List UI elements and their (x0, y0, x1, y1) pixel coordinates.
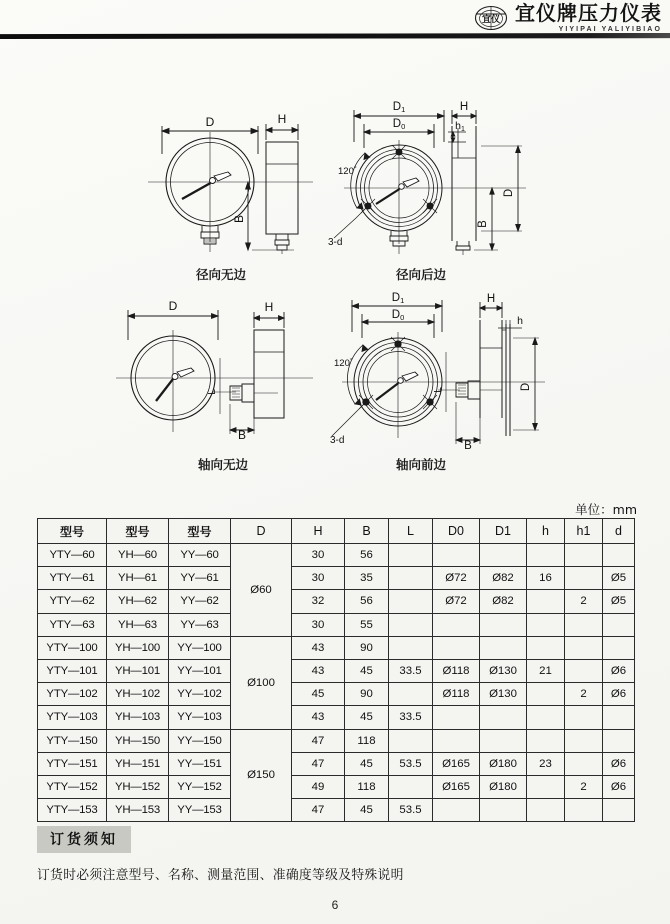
drawing-radial-back-flange (326, 96, 536, 256)
cell-L (389, 775, 433, 798)
table-row (38, 590, 635, 613)
dim-label-B: B (464, 440, 472, 450)
cell-B: 90 (345, 683, 389, 706)
cell-D1 (480, 613, 527, 636)
cell-L: 33.5 (389, 659, 433, 682)
drawing-axial-plain (108, 296, 313, 446)
table-row (38, 752, 635, 775)
table-row (38, 729, 635, 752)
unit-label: 单位：mm (575, 502, 637, 517)
cell-B: 56 (345, 590, 389, 613)
cell-model-3: YY—102 (169, 683, 231, 706)
dim-label-D1: D1 (391, 292, 405, 305)
dim-label-D1: D1 (392, 101, 406, 114)
dim-label-L: L (207, 389, 218, 395)
cell-model-3: YY—152 (169, 775, 231, 798)
cell-model-1: YTY—100 (38, 636, 107, 659)
cell-d (603, 544, 635, 567)
page-header (0, 0, 670, 44)
col-header-D0: D0 (433, 519, 480, 544)
cell-B: 90 (345, 636, 389, 659)
caption-radial-plain: 径向无边 (196, 267, 247, 282)
cell-L: 53.5 (389, 752, 433, 775)
cell-model-2: YH—102 (107, 683, 169, 706)
cell-D0 (433, 613, 480, 636)
cell-d (603, 799, 635, 822)
cell-h (527, 683, 565, 706)
cell-D1: Ø180 (480, 752, 527, 775)
cell-B: 56 (345, 544, 389, 567)
cell-B: 118 (345, 729, 389, 752)
cell-h (527, 729, 565, 752)
cell-model-2: YH—152 (107, 775, 169, 798)
cell-D0: Ø165 (433, 752, 480, 775)
cell-h (527, 590, 565, 613)
order-notice-title-text: 订货须知 (50, 832, 118, 848)
table-row (38, 775, 635, 798)
dim-label-H: H (277, 112, 287, 126)
cell-L (389, 636, 433, 659)
cell-model-2: YH—101 (107, 659, 169, 682)
dim-label-H: H (264, 300, 274, 314)
dim-label-D: D (168, 299, 178, 313)
cell-model-3: YY—63 (169, 613, 231, 636)
cell-model-3: YY—150 (169, 729, 231, 752)
cell-D0 (433, 706, 480, 729)
cell-model-1: YTY—150 (38, 729, 107, 752)
cell-L (389, 613, 433, 636)
cell-model-2: YH—100 (107, 636, 169, 659)
cell-model-2: YH—62 (107, 590, 169, 613)
spec-table-wrapper (37, 518, 634, 822)
table-row (38, 613, 635, 636)
cell-model-1: YTY—151 (38, 752, 107, 775)
company-logo-icon (474, 5, 508, 31)
dim-label-D0: D0 (392, 118, 406, 131)
dim-label-D: D (205, 115, 215, 129)
cell-B: 45 (345, 659, 389, 682)
cell-h1: 2 (565, 683, 603, 706)
cell-diameter: Ø100 (231, 636, 292, 729)
cell-D1: Ø82 (480, 590, 527, 613)
cell-model-3: YY—101 (169, 659, 231, 682)
cell-H: 30 (292, 567, 345, 590)
cell-H: 47 (292, 729, 345, 752)
cell-H: 43 (292, 706, 345, 729)
cell-model-2: YH—63 (107, 613, 169, 636)
cell-h1 (565, 752, 603, 775)
cell-diameter: Ø60 (231, 544, 292, 637)
dim-label-D0: D0 (391, 309, 405, 322)
cell-L (389, 567, 433, 590)
cell-B: 45 (345, 799, 389, 822)
cell-h1 (565, 636, 603, 659)
col-header-d: d (603, 519, 635, 544)
cell-h: 23 (527, 752, 565, 775)
col-header-h1: h1 (565, 519, 603, 544)
cell-model-1: YTY—153 (38, 799, 107, 822)
cell-diameter: Ø150 (231, 729, 292, 822)
cell-model-3: YY—60 (169, 544, 231, 567)
cell-model-3: YY—151 (169, 752, 231, 775)
cell-L: 33.5 (389, 706, 433, 729)
cell-H: 47 (292, 799, 345, 822)
col-header-B: B (345, 519, 389, 544)
col-header-model-2: 型号 (107, 519, 169, 544)
cell-h: 16 (527, 567, 565, 590)
table-row (38, 659, 635, 682)
cell-H: 30 (292, 613, 345, 636)
cell-h1: 2 (565, 590, 603, 613)
table-row (38, 683, 635, 706)
cell-model-1: YTY—152 (38, 775, 107, 798)
cell-model-1: YTY—62 (38, 590, 107, 613)
cell-model-1: YTY—63 (38, 613, 107, 636)
cell-H: 32 (292, 590, 345, 613)
cell-model-3: YY—61 (169, 567, 231, 590)
table-row (38, 799, 635, 822)
cell-D0: Ø72 (433, 590, 480, 613)
col-header-D: D (231, 519, 292, 544)
cell-h (527, 613, 565, 636)
cell-model-2: YH—103 (107, 706, 169, 729)
cell-h (527, 636, 565, 659)
cell-h1 (565, 544, 603, 567)
cell-model-2: YH—151 (107, 752, 169, 775)
brand-pinyin: YIYIPAI YALIYIBIAO (558, 26, 662, 33)
drawing-radial-plain (148, 104, 313, 254)
cell-d (603, 706, 635, 729)
header-rule (0, 33, 670, 39)
cell-H: 45 (292, 683, 345, 706)
dim-label-D: D (520, 382, 532, 392)
cell-B: 35 (345, 567, 389, 590)
caption-radial-back-flange: 径向后边 (396, 267, 447, 282)
cell-H: 30 (292, 544, 345, 567)
col-header-H: H (292, 519, 345, 544)
svg-text:宜仪: 宜仪 (481, 14, 501, 24)
cell-model-1: YTY—61 (38, 567, 107, 590)
cell-h (527, 799, 565, 822)
cell-h1 (565, 613, 603, 636)
spec-table (37, 518, 635, 822)
cell-D1: Ø180 (480, 775, 527, 798)
dim-label-B: B (232, 214, 246, 224)
col-header-h: h (527, 519, 565, 544)
cell-D1 (480, 706, 527, 729)
cell-D0 (433, 544, 480, 567)
table-body (38, 544, 635, 822)
table-row (38, 706, 635, 729)
cell-D1 (480, 636, 527, 659)
cell-L: 53.5 (389, 799, 433, 822)
cell-D1: Ø130 (480, 659, 527, 682)
cell-d: Ø6 (603, 752, 635, 775)
drawing-axial-front-flange (330, 290, 545, 450)
table-row (38, 567, 635, 590)
cell-L (389, 729, 433, 752)
table-header-row (38, 519, 635, 544)
cell-h1 (565, 729, 603, 752)
dim-label-3-d: 3-d (330, 435, 345, 446)
caption-axial-plain: 轴向无边 (198, 457, 249, 472)
cell-D0 (433, 729, 480, 752)
table-row (38, 636, 635, 659)
order-notice-body: 订货时必须注意型号、名称、测量范围、准确度等级及特殊说明 (37, 868, 404, 883)
cell-h (527, 544, 565, 567)
cell-model-2: YH—150 (107, 729, 169, 752)
cell-h (527, 775, 565, 798)
cell-model-2: YH—153 (107, 799, 169, 822)
cell-d: Ø6 (603, 775, 635, 798)
cell-d (603, 729, 635, 752)
cell-d (603, 613, 635, 636)
cell-D1 (480, 799, 527, 822)
cell-D0: Ø118 (433, 659, 480, 682)
cell-d (603, 636, 635, 659)
caption-axial-front-flange: 轴向前边 (396, 457, 447, 472)
cell-D0: Ø118 (433, 683, 480, 706)
dim-label-H: H (459, 101, 469, 113)
cell-D0: Ø72 (433, 567, 480, 590)
dim-label-h1: h1 (455, 120, 465, 133)
cell-model-3: YY—153 (169, 799, 231, 822)
cell-h1 (565, 659, 603, 682)
cell-B: 55 (345, 613, 389, 636)
dim-label-H: H (486, 293, 496, 305)
cell-d: Ø5 (603, 590, 635, 613)
dim-label-120deg: 120° (338, 166, 357, 177)
cell-h1 (565, 567, 603, 590)
cell-B: 118 (345, 775, 389, 798)
cell-D0 (433, 799, 480, 822)
cell-B: 45 (345, 752, 389, 775)
col-header-D1: D1 (480, 519, 527, 544)
cell-D1 (480, 729, 527, 752)
cell-h1 (565, 706, 603, 729)
cell-h (527, 706, 565, 729)
cell-model-3: YY—100 (169, 636, 231, 659)
cell-B: 45 (345, 706, 389, 729)
cell-L (389, 544, 433, 567)
cell-model-2: YH—61 (107, 567, 169, 590)
dim-label-120deg: 120° (334, 358, 353, 369)
table-row (38, 544, 635, 567)
cell-h1: 2 (565, 775, 603, 798)
cell-D0: Ø165 (433, 775, 480, 798)
dim-label-B: B (237, 428, 247, 442)
cell-model-3: YY—62 (169, 590, 231, 613)
cell-model-2: YH—60 (107, 544, 169, 567)
brand-title: 宜仪牌压力仪表 (515, 1, 662, 25)
dim-label-D: D (503, 188, 515, 198)
cell-d: Ø5 (603, 567, 635, 590)
cell-L (389, 590, 433, 613)
cell-d: Ø6 (603, 683, 635, 706)
cell-H: 43 (292, 659, 345, 682)
dim-label-3-d: 3-d (328, 237, 343, 248)
cell-L (389, 683, 433, 706)
cell-model-1: YTY—102 (38, 683, 107, 706)
cell-H: 49 (292, 775, 345, 798)
col-header-model-1: 型号 (38, 519, 107, 544)
cell-D1: Ø130 (480, 683, 527, 706)
cell-H: 47 (292, 752, 345, 775)
order-notice-title (37, 826, 131, 853)
dim-label-B: B (477, 220, 489, 228)
cell-D0 (433, 636, 480, 659)
cell-h1 (565, 799, 603, 822)
cell-model-1: YTY—60 (38, 544, 107, 567)
page-number: 6 (331, 898, 339, 912)
cell-D1: Ø82 (480, 567, 527, 590)
dim-label-L: L (433, 387, 444, 393)
col-header-model-3: 型号 (169, 519, 231, 544)
cell-D1 (480, 544, 527, 567)
cell-model-1: YTY—101 (38, 659, 107, 682)
cell-model-3: YY—103 (169, 706, 231, 729)
cell-H: 43 (292, 636, 345, 659)
col-header-L: L (389, 519, 433, 544)
dim-label-h: h (517, 315, 523, 327)
cell-d: Ø6 (603, 659, 635, 682)
brand-logo (474, 3, 662, 33)
cell-h: 21 (527, 659, 565, 682)
cell-model-1: YTY—103 (38, 706, 107, 729)
